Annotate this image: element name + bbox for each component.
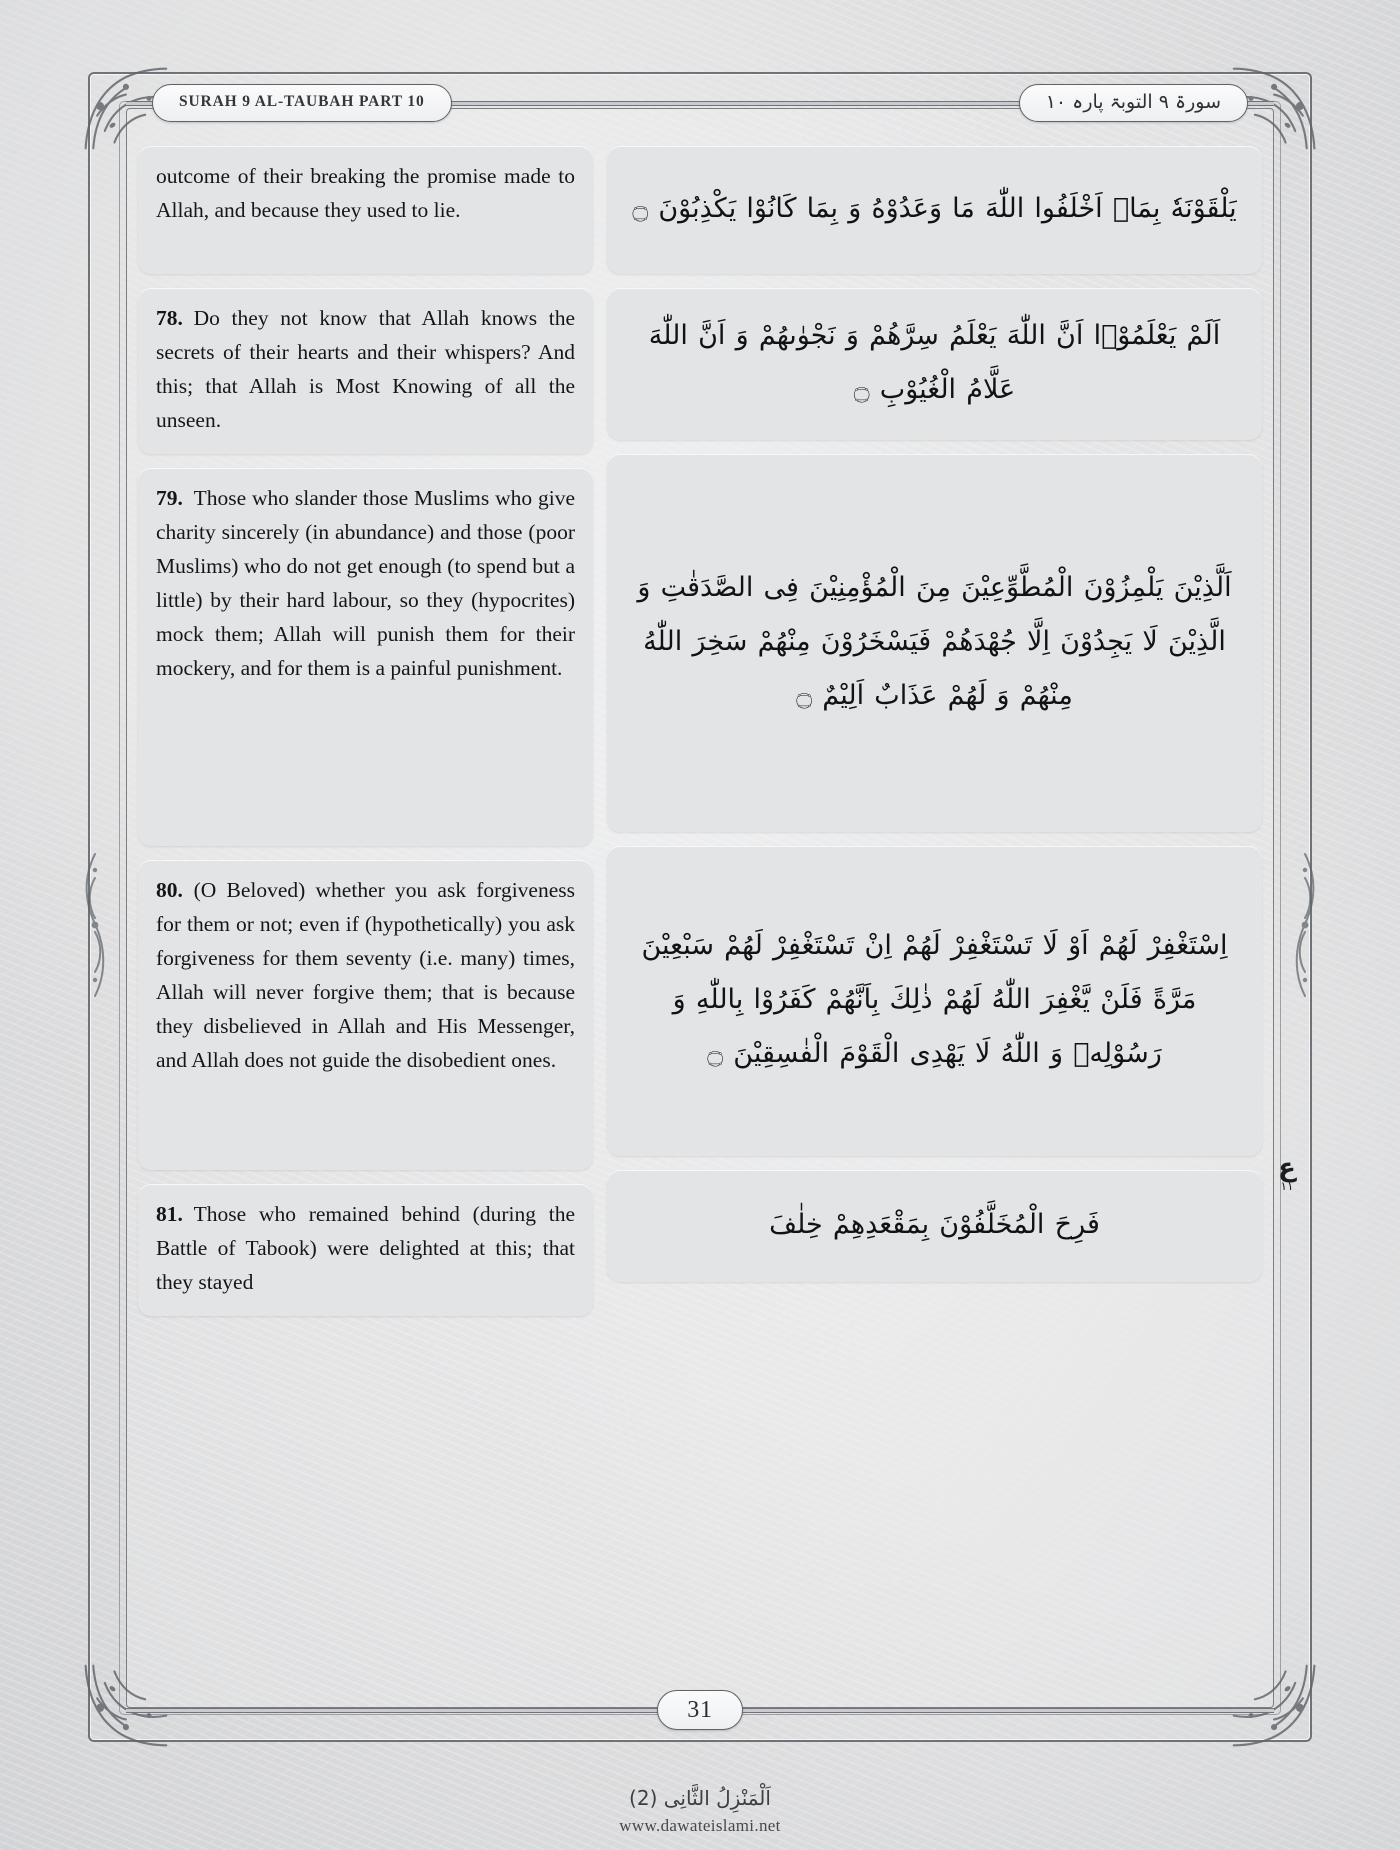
- verse-number: 78.: [156, 306, 194, 330]
- verse-columns: [138, 146, 1262, 1632]
- verse-english-line: [156, 302, 575, 438]
- manzil-label: اَلْمَنْزِلُ الثَّانِی (2): [629, 1786, 771, 1810]
- arabic-quran-column: [607, 146, 1262, 1632]
- page-number: 31: [687, 1696, 713, 1723]
- page-footer: [126, 1688, 1274, 1732]
- verse-card-english: [138, 288, 593, 454]
- verse-english-text: Those who remained behind (during the Battle of Tabook) were delighted at this; that they stayed: [156, 1201, 575, 1294]
- verse-card-arabic: [607, 146, 1262, 274]
- page-number-cartouche: [657, 1690, 743, 1730]
- verse-number: 80.: [156, 877, 194, 902]
- page-header: [126, 82, 1274, 124]
- verse-english-text: (O Beloved) whether you ask forgiveness for them or not; even if (hypothetically) you ask forgiveness for them seventy (i.e. many) times, Allah will never forgive them; that is because they disbelieved in Allah and His Messenger, and Allah does not guide the disobedient ones.: [156, 877, 575, 1072]
- verse-card-arabic: [607, 288, 1262, 440]
- verse-card-english: [138, 1184, 593, 1316]
- header-surah-cartouche-arabic: [1019, 84, 1248, 122]
- verse-english-line: [156, 874, 575, 1078]
- verse-arabic-text: اِسْتَغْفِرْ لَهُمْ اَوْ لَا تَسْتَغْفِرْ لَهُمْ اِنْ تَسْتَغْفِرْ لَهُمْ سَبْعِیْنَ مَرَّةً فَلَنْ یَّغْفِرَ اللّٰهُ لَهُمْ ذٰلِكَ بِاَنَّهُمْ كَفَرُوْا بِاللّٰهِ وَ رَسُوْلِهٖ وَ اللّٰهُ لَا یَهْدِی الْقَوْمَ الْفٰسِقِیْنَ ۝: [641, 930, 1228, 1069]
- verse-english-line: [156, 482, 575, 686]
- verse-arabic-text: اَلَّذِیْنَ یَلْمِزُوْنَ الْمُطَّوِّعِیْنَ مِنَ الْمُؤْمِنِیْنَ فِی الصَّدَقٰتِ وَ الَّذِیْنَ لَا یَجِدُوْنَ اِلَّا جُهْدَهُمْ فَیَسْخَرُوْنَ مِنْهُمْ سَخِرَ اللّٰهُ مِنْهُمْ وَ لَهُمْ عَذَابٌ اَلِیْمٌ ۝: [637, 572, 1232, 711]
- verse-english-text: outcome of their breaking the promise made to Allah, and because they used to lie.: [156, 164, 575, 222]
- verse-card-english: [138, 146, 593, 274]
- verse-number: 81.: [156, 1201, 194, 1226]
- header-surah-cartouche: [152, 84, 452, 122]
- verse-english-line: [156, 1198, 575, 1300]
- verse-number: 79.: [156, 485, 194, 510]
- english-translation-column: [138, 146, 593, 1632]
- header-surah-title-ar: سورۃ ۹ التوبۃ پارہ ۱۰: [1045, 90, 1221, 113]
- footer-meta: [0, 1786, 1400, 1836]
- verse-arabic-text: یَلْقَوْنَهٗ بِمَاۤ اَخْلَفُوا اللّٰهَ مَا وَعَدُوْهُ وَ بِمَا كَانُوْا یَكْذِبُوْنَ ۝: [632, 193, 1237, 224]
- ruku-symbol: ع: [1278, 1153, 1296, 1183]
- ruku-marker: [1270, 1155, 1304, 1193]
- verse-card-english: [138, 860, 593, 1170]
- ruku-count: ۱۱: [1280, 1179, 1294, 1194]
- verse-card-arabic: [607, 846, 1262, 1156]
- website-url: www.dawateislami.net: [619, 1816, 781, 1835]
- verse-card-arabic: [607, 1170, 1262, 1282]
- header-surah-title-en: SURAH 9 AL-TAUBAH PART 10: [179, 93, 425, 110]
- verse-arabic-text: فَرِحَ الْمُخَلَّفُوْنَ بِمَقْعَدِهِمْ خِلٰفَ: [769, 1209, 1100, 1240]
- verse-card-arabic: [607, 454, 1262, 832]
- verse-arabic-text: اَلَمْ یَعْلَمُوْۤا اَنَّ اللّٰهَ یَعْلَمُ سِرَّهُمْ وَ نَجْوٰىهُمْ وَ اَنَّ اللّٰهَ عَلَّامُ الْغُیُوْبِ ۝: [648, 320, 1221, 405]
- verse-card-english: [138, 468, 593, 846]
- verse-english-text: Those who slander those Muslims who give charity sincerely (in abundance) and those (poor Muslims) who do not get enough (to spend but a little) by their hard labour, so they (hypocrites) mock them; Allah will punish them for their mockery, and for them is a painful punishment.: [156, 485, 575, 680]
- verse-english-text: Do they not know that Allah knows the secrets of their hearts and their whispers? And this; that Allah is Most Knowing of all the unseen.: [156, 306, 575, 432]
